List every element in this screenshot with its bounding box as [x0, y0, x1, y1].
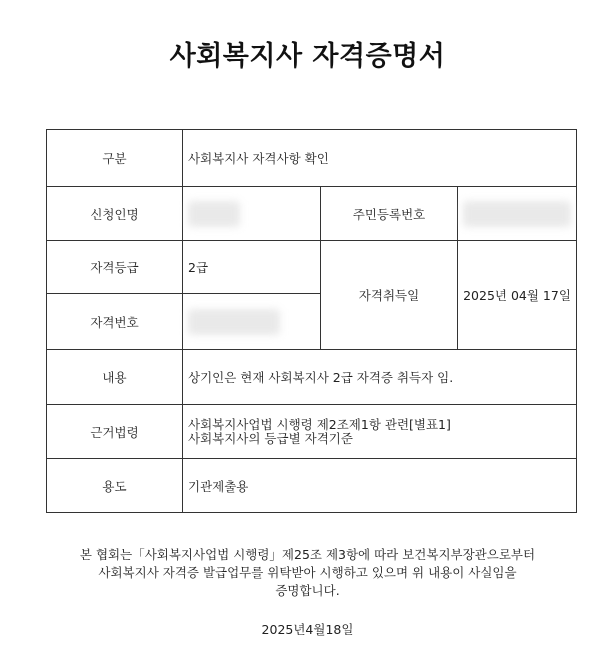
certification-statement	[0, 546, 615, 600]
issue-date: 2025년4월18일	[261, 622, 354, 637]
document-title: 사회복지사 자격증명서	[169, 41, 446, 72]
row-purpose	[47, 459, 577, 513]
redacted-name	[188, 201, 240, 227]
acquire-value: 2025년 04월 17일	[458, 241, 577, 350]
basis-value	[183, 405, 577, 459]
category-value: 사회복지사 자격사항 확인	[183, 130, 577, 187]
redacted-rrn	[463, 201, 571, 227]
purpose-label: 용도	[47, 459, 183, 513]
row-grade	[47, 241, 577, 294]
category-label: 구분	[47, 130, 183, 187]
row-basis	[47, 405, 577, 459]
statement-line-2: 사회복지사 자격증 발급업무를 위탁받아 시행하고 있으며 위 내용이 사실임을	[98, 565, 517, 580]
basis-line-1: 사회복지사업법 시행령 제2조제1항 관련[별표1]	[188, 416, 451, 432]
basis-line-2: 사회복지사의 등급별 자격기준	[188, 430, 353, 446]
grade-value: 2급	[183, 241, 321, 294]
content-label: 내용	[47, 350, 183, 405]
grade-label: 자격등급	[47, 241, 183, 294]
number-value	[183, 294, 321, 350]
applicant-label: 신청인명	[47, 187, 183, 241]
rrn-value	[458, 187, 577, 241]
row-applicant	[47, 187, 577, 241]
number-label: 자격번호	[47, 294, 183, 350]
applicant-value	[183, 187, 321, 241]
row-category	[47, 130, 577, 187]
basis-label: 근거법령	[47, 405, 183, 459]
acquire-label: 자격취득일	[321, 241, 458, 350]
statement-line-1: 본 협회는「사회복지사업법 시행령」제25조 제3항에 따라 보건복지부장관으로부터	[79, 547, 536, 562]
purpose-value: 기관제출용	[183, 459, 577, 513]
row-content	[47, 350, 577, 405]
certificate-table	[46, 129, 577, 513]
redacted-number	[188, 309, 280, 335]
content-value: 상기인은 현재 사회복지사 2급 자격증 취득자 임.	[183, 350, 577, 405]
statement-line-3: 증명합니다.	[275, 583, 340, 598]
rrn-label: 주민등록번호	[321, 187, 458, 241]
